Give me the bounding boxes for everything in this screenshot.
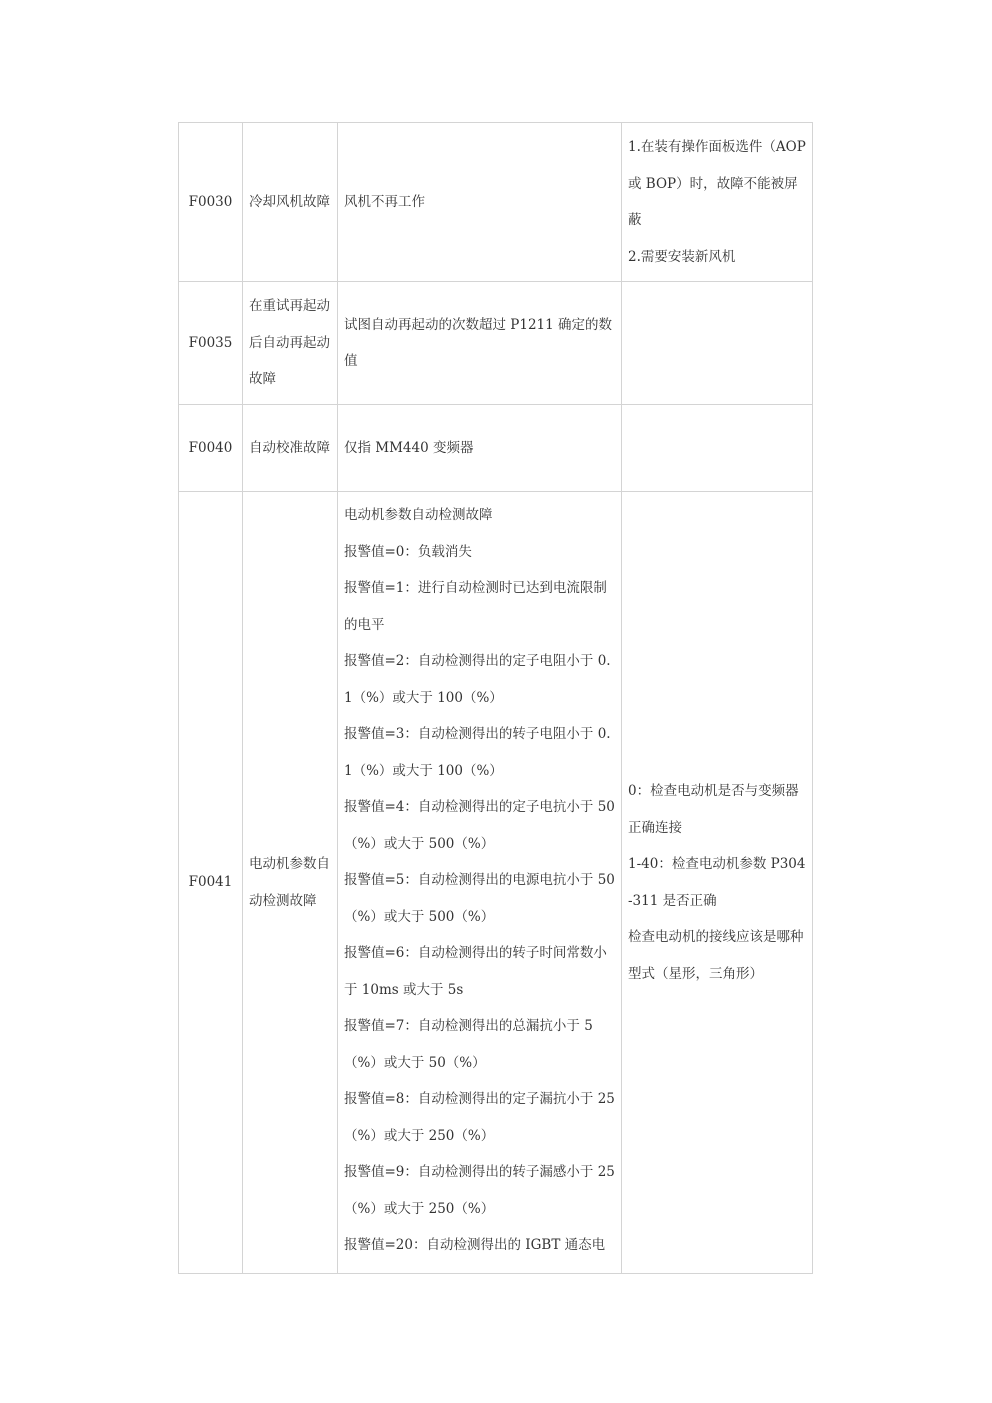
description-line: 报警值=3：自动检测得出的转子电阻小于 0.1（%）或大于 100（%）: [344, 726, 611, 779]
description-line: 报警值=6：自动检测得出的转子时间常数小于 10ms 或大于 5s: [344, 945, 607, 998]
fault-description: [338, 123, 622, 282]
fault-code: F0041: [179, 492, 243, 1274]
table-row: [179, 123, 813, 282]
fault-description: [338, 492, 622, 1274]
fault-name: 电动机参数自动检测故障: [243, 492, 338, 1274]
description-line: 报警值=5：自动检测得出的电源电抗小于 50（%）或大于 500（%）: [344, 872, 615, 925]
fault-code: F0040: [179, 405, 243, 492]
description-line: 报警值=9：自动检测得出的转子漏感小于 25（%）或大于 250（%）: [344, 1164, 615, 1217]
remedy-line: 1-40：检查电动机参数 P304-311 是否正确: [628, 856, 806, 909]
description-line: 报警值=2：自动检测得出的定子电阻小于 0.1（%）或大于 100（%）: [344, 653, 611, 706]
description-line: 报警值=4：自动检测得出的定子电抗小于 50（%）或大于 500（%）: [344, 799, 615, 852]
description-line: 报警值=0：负载消失: [344, 543, 472, 560]
fault-name: 自动校准故障: [243, 405, 338, 492]
fault-name: 在重试再起动后自动再起动故障: [243, 282, 338, 405]
table-row: [179, 492, 813, 1274]
description-line: 风机不再工作: [344, 193, 425, 210]
fault-remedy: [622, 405, 813, 492]
fault-remedy: [622, 282, 813, 405]
fault-name: 冷却风机故障: [243, 123, 338, 282]
remedy-line: 2.需要安装新风机: [628, 248, 736, 265]
description-line: 报警值=8：自动检测得出的定子漏抗小于 25（%）或大于 250（%）: [344, 1091, 615, 1144]
description-line: 报警值=1：进行自动检测时已达到电流限制的电平: [344, 580, 607, 633]
fault-description: [338, 282, 622, 405]
table-row: [179, 282, 813, 405]
fault-code-table: [178, 122, 813, 1274]
remedy-line: 检查电动机的接线应该是哪种型式（星形，三角形）: [628, 929, 804, 982]
remedy-line: 1.在装有操作面板选件（AOP 或 BOP）时，故障不能被屏蔽: [628, 139, 806, 228]
fault-remedy: [622, 123, 813, 282]
fault-description: [338, 405, 622, 492]
description-line: 仅指 MM440 变频器: [344, 439, 474, 456]
description-line: 报警值=7：自动检测得出的总漏抗小于 5（%）或大于 50（%）: [344, 1018, 593, 1071]
fault-code: F0035: [179, 282, 243, 405]
description-line: 试图自动再起动的次数超过 P1211 确定的数值: [344, 316, 613, 369]
fault-remedy: [622, 492, 813, 1274]
description-line: 报警值=20：自动检测得出的 IGBT 通态电: [344, 1237, 606, 1253]
fault-code: F0030: [179, 123, 243, 282]
description-line: 电动机参数自动检测故障: [344, 507, 493, 523]
remedy-line: 0：检查电动机是否与变频器正确连接: [628, 783, 799, 836]
table-row: [179, 405, 813, 492]
